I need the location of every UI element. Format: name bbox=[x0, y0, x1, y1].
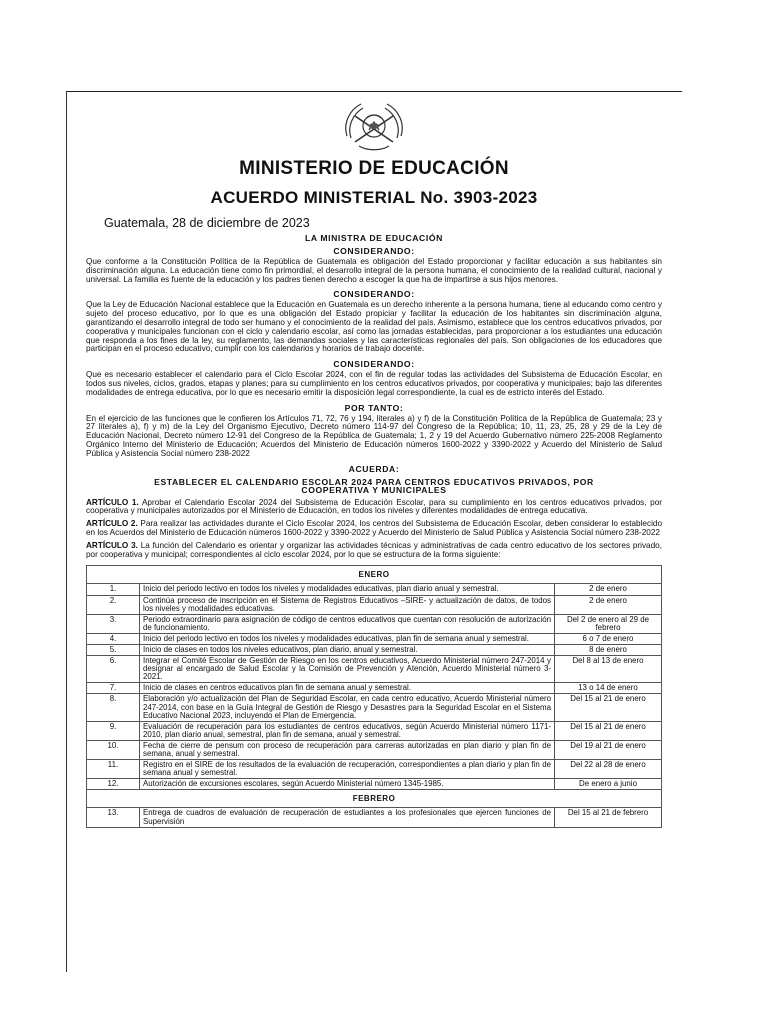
article-label: ARTÍCULO 1. bbox=[86, 497, 139, 507]
row-date: De enero a junio bbox=[555, 779, 662, 790]
section-text: Que es necesario establecer el calendario para el Ciclo Escolar 2024, con el fin de regular todas las actividades del Subsistema de Educación Escolar, en todos sus niveles, ciclos, grados, etapas y planes; para su cumplimiento en los centros educativos privados, por cooperativa y municipales; bajo las diferentes modalidades de entrega educativa, por lo que es necesario emitir la disposición legal correspondiente, la cual es de estricto interés del Estado. bbox=[86, 370, 662, 397]
row-number: 1. bbox=[87, 584, 140, 595]
row-number: 13. bbox=[87, 808, 140, 827]
table-row bbox=[87, 694, 662, 721]
calendar-table bbox=[86, 565, 662, 827]
row-activity: Continúa proceso de inscripción en el Sistema de Registros Educativos –SIRE- y actualización de datos, de todos los niveles y modalidades educativas. bbox=[140, 595, 555, 614]
row-date: 8 de enero bbox=[555, 644, 662, 655]
row-activity: Periodo extraordinario para asignación de código de centros educativos que cuentan con resolución de autorización de funcionamiento. bbox=[140, 614, 555, 633]
article-label: ARTÍCULO 3. bbox=[86, 540, 138, 550]
row-date: Del 15 al 21 de enero bbox=[555, 721, 662, 740]
row-date: Del 22 al 28 de enero bbox=[555, 760, 662, 779]
calendar-body bbox=[87, 566, 662, 827]
row-activity: Inicio del periodo lectivo en todos los niveles y modalidades educativas, plan fin de semana anual y semestral. bbox=[140, 633, 555, 644]
section-text: Que la Ley de Educación Nacional establece que la Educación en Guatemala es un derecho inherente a la persona humana, tiene al educando como centro y sujeto del proceso educativo, por lo que es una obligación del Estado propiciar y facilitar la educación de los habitantes sin discriminación alguna, garantizando el desarrollo integral de todo ser humano y el conocimiento de la realidad del país. Asimismo, establece que los centros educativos privados, por cooperativa y municipales funcionan con el ciclo y calendario escolar, así como las jornadas establecidas, para proporcionar a los estudiantes una educación que responda a los fines de la ley, su reglamento, las demandas sociales y las características regionales del país. Son obligaciones de los educadores que participan en el proceso educativo, cumplir con los calendarios y horarios de trabajo docente. bbox=[86, 300, 662, 354]
article-paragraph bbox=[86, 499, 662, 517]
article-text: Aprobar el Calendario Escolar 2024 del Subsistema de Educación Escolar, para su cumplimiento en los centros educativos privados, por cooperativa y municipales autorizados por el Ministerio de Educación, en todos los niveles y diferentes modalidades de entrega educativa. bbox=[86, 497, 662, 516]
article-text: Para realizar las actividades durante el Ciclo Escolar 2024, los centros del Subsistema de Educación Escolar, deben considerar lo establecido en los Acuerdos del Ministerio de Educación números 1600-2022 y 3390-2022 y Acuerdo del Ministerio de Salud Pública y Asistencia Social número 238-2022 bbox=[86, 519, 662, 537]
article-paragraph bbox=[86, 520, 662, 538]
agreement-title: ACUERDO MINISTERIAL No. 3903-2023 bbox=[210, 188, 538, 207]
table-row bbox=[87, 683, 662, 694]
ministry-title: MINISTERIO DE EDUCACIÓN bbox=[239, 158, 509, 179]
section-text: En el ejercicio de las funciones que le confieren los Artículos 71, 72, 76 y 194, literales a) y f) de la Constitución Política de la República de Guatemala; 23 y 27 literales a), f) y m) de la Ley del Organismo Ejecutivo, Decreto número 114-97 del Congreso de la República; 10, 11, 23, 25, 28 y 29 de la Ley de Educación Nacional, Decreto número 12-91 del Congreso de la República de Guatemala; 1, 2 y 19 del Acuerdo Gubernativo número 225-2008 Reglamento Orgánico Interno del Ministerio de Educación; Acuerdos del Ministerio de Educación números 1600-2022 y 3390-2022 y Acuerdo del Ministerio de Salud Pública y Asistencia Social número 238-2022 bbox=[86, 413, 662, 458]
table-row bbox=[87, 760, 662, 779]
article-text: La función del Calendario es orientar y organizar las actividades técnicas y administrativas de cada centro educativo de los sectores privado, por cooperativa y municipal; correspondientes al ciclo escolar 2024, por lo que se estructura de la forma siguiente: bbox=[86, 540, 662, 559]
row-number: 8. bbox=[87, 694, 140, 721]
top-border-line bbox=[66, 91, 682, 92]
row-date: Del 15 al 21 de enero bbox=[555, 694, 662, 721]
row-activity: Fecha de cierre de pensum con proceso de recuperación para carreras autorizadas en plan diario y plan fin de semana, anual y semestral. bbox=[140, 740, 555, 759]
table-row bbox=[87, 721, 662, 740]
table-row bbox=[87, 779, 662, 790]
row-date: 2 de enero bbox=[555, 584, 662, 595]
table-row bbox=[87, 584, 662, 595]
row-activity: Autorización de excursiones escolares, según Acuerdo Ministerial número 1345-1985. bbox=[140, 779, 555, 790]
article-label: ARTÍCULO 2. bbox=[86, 519, 138, 529]
dateline: Guatemala, 28 de diciembre de 2023 bbox=[104, 216, 310, 230]
row-date: Del 19 al 21 de enero bbox=[555, 740, 662, 759]
table-row bbox=[87, 595, 662, 614]
section-heading: POR TANTO: bbox=[344, 402, 404, 413]
row-activity: Inicio de clases en todos los niveles educativos, plan diario, anual y semestral. bbox=[140, 644, 555, 655]
row-activity: Elaboración y/o actualización del Plan de Seguridad Escolar, en cada centro educativo, Acuerdo Ministerial número 247-2014, con base en la Guía Integral de Gestión de Riesgo y Desastres para la Seguridad Escolar en el Sistema Educativo Nacional 2023, incluyendo el Plan de Emergencia. bbox=[140, 694, 555, 721]
section-heading: CONSIDERANDO: bbox=[333, 289, 415, 300]
document-page bbox=[86, 96, 662, 828]
section-heading: CONSIDERANDO: bbox=[333, 246, 415, 256]
row-date: 2 de enero bbox=[555, 595, 662, 614]
left-border-line bbox=[66, 92, 67, 972]
row-date: Del 15 al 21 de febrero bbox=[555, 808, 662, 827]
row-number: 7. bbox=[87, 683, 140, 694]
row-number: 3. bbox=[87, 614, 140, 633]
row-activity: Inicio del periodo lectivo en todos los niveles y modalidades educativas, plan diario anual y semestral. bbox=[140, 584, 555, 595]
table-row bbox=[87, 644, 662, 655]
row-number: 10. bbox=[87, 740, 140, 759]
table-row bbox=[87, 614, 662, 633]
row-date: 6 o 7 de enero bbox=[555, 633, 662, 644]
table-row bbox=[87, 656, 662, 683]
row-number: 6. bbox=[87, 656, 140, 683]
section-text: Que conforme a la Constitución Política de la República de Guatemala es obligación del Estado proporcionar y facilitar educación a sus habitantes sin discriminación alguna. La educación tiene como fin primordial, el desarrollo integral de la persona humana, el conocimiento de la realidad cultural, nacional y universal. La familia es fuente de la educación y los padres tienen derecho a escoger la que ha de impartirse a sus hijos menores. bbox=[86, 257, 662, 284]
row-number: 5. bbox=[87, 644, 140, 655]
row-number: 11. bbox=[87, 760, 140, 779]
row-activity: Evaluación de recuperación para los estudiantes de centros educativos, según Acuerdo Ministerial número 1171-2010, plan diario anual, semestral, plan fin de semana, anual y semestral. bbox=[140, 721, 555, 740]
month-label: ENERO bbox=[87, 566, 662, 584]
article-paragraph bbox=[86, 542, 662, 560]
month-row bbox=[87, 790, 662, 808]
section-heading: CONSIDERANDO: bbox=[333, 359, 415, 370]
row-date: 13 o 14 de enero bbox=[555, 683, 662, 694]
row-activity: Entrega de cuadros de evaluación de recuperación de estudiantes a los profesionales que ejercen funciones de Supervisión bbox=[140, 808, 555, 827]
table-row bbox=[87, 633, 662, 644]
row-number: 4. bbox=[87, 633, 140, 644]
table-row bbox=[87, 808, 662, 827]
row-number: 2. bbox=[87, 595, 140, 614]
resolution-heading: ACUERDA: bbox=[348, 463, 400, 474]
resolution-subheading: ESTABLECER EL CALENDARIO ESCOLAR 2024 PARA CENTROS EDUCATIVOS PRIVADOS, POR COOPERATIVA Y MUNICIPALES bbox=[154, 476, 594, 496]
table-row bbox=[87, 740, 662, 759]
row-number: 12. bbox=[87, 779, 140, 790]
row-activity: Registro en el SIRE de los resultados de la evaluación de recuperación, correspondientes a plan diario y plan fin de semana anual y semestral. bbox=[140, 760, 555, 779]
row-activity: Inicio de clases en centros educativos plan fin de semana anual y semestral. bbox=[140, 683, 555, 694]
row-date: Del 8 al 13 de enero bbox=[555, 656, 662, 683]
authority-heading: LA MINISTRA DE EDUCACIÓN bbox=[305, 233, 443, 243]
row-number: 9. bbox=[87, 721, 140, 740]
row-activity: Integrar el Comité Escolar de Gestión de Riesgo en los centros educativos, Acuerdo Ministerial número 247-2014 y designar al encargado de Salud Escolar y la Comisión de Prevención y Atención, Acuerdo Ministerial número 3-2021. bbox=[140, 656, 555, 683]
month-row bbox=[87, 566, 662, 584]
month-label: FEBRERO bbox=[87, 790, 662, 808]
row-date: Del 2 de enero al 29 de febrero bbox=[555, 614, 662, 633]
coat-of-arms-emblem bbox=[339, 96, 409, 154]
